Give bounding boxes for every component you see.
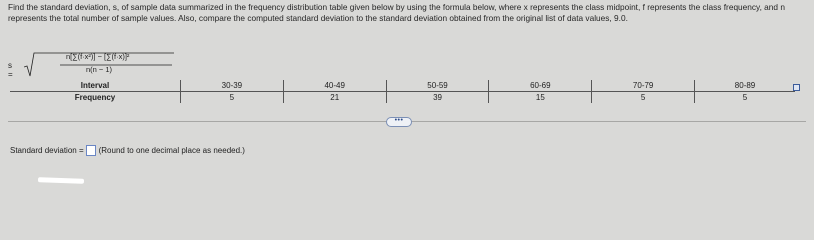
answer-line [10, 145, 245, 156]
table-cell: 40-49 [283, 80, 386, 92]
table-cell: 15 [489, 92, 592, 104]
table-cell: 70-79 [592, 80, 695, 92]
table-cell: 80-89 [695, 80, 795, 92]
formula-lhs: s = [8, 61, 13, 79]
formula-numerator: n[∑(f·x²)] − [∑(f·x)]² [66, 52, 130, 61]
table-row-frequency [10, 92, 795, 104]
answer-label: Standard deviation = [10, 146, 84, 155]
answer-input[interactable] [86, 145, 96, 156]
answer-hint: (Round to one decimal place as needed.) [98, 146, 245, 155]
formula-denominator: n(n − 1) [86, 65, 113, 74]
table-cell: 5 [592, 92, 695, 104]
table-cell: 50-59 [386, 80, 489, 92]
table-header-interval: Interval [10, 80, 181, 92]
table-cell: 5 [695, 92, 795, 104]
question-text: Find the standard deviation, s, of sample data summarized in the frequency distribution table given below by using the formula below, where x represents the class midpoint, f represents the class frequency, and n represents the total number of sample values. Also, compare the computed standard deviation to the standard deviation obtained from the original list of data values, 9.0. [8, 2, 785, 23]
frequency-table [10, 80, 795, 103]
table-row-interval [10, 80, 795, 92]
table-cell: 60-69 [489, 80, 592, 92]
white-bar [38, 177, 84, 184]
copy-table-icon[interactable] [793, 84, 800, 91]
table-cell: 5 [181, 92, 284, 104]
expand-button[interactable]: ••• [386, 117, 412, 127]
table-cell: 21 [283, 92, 386, 104]
table-cell: 30-39 [181, 80, 284, 92]
table-cell: 39 [386, 92, 489, 104]
table-header-frequency: Frequency [74, 93, 116, 102]
